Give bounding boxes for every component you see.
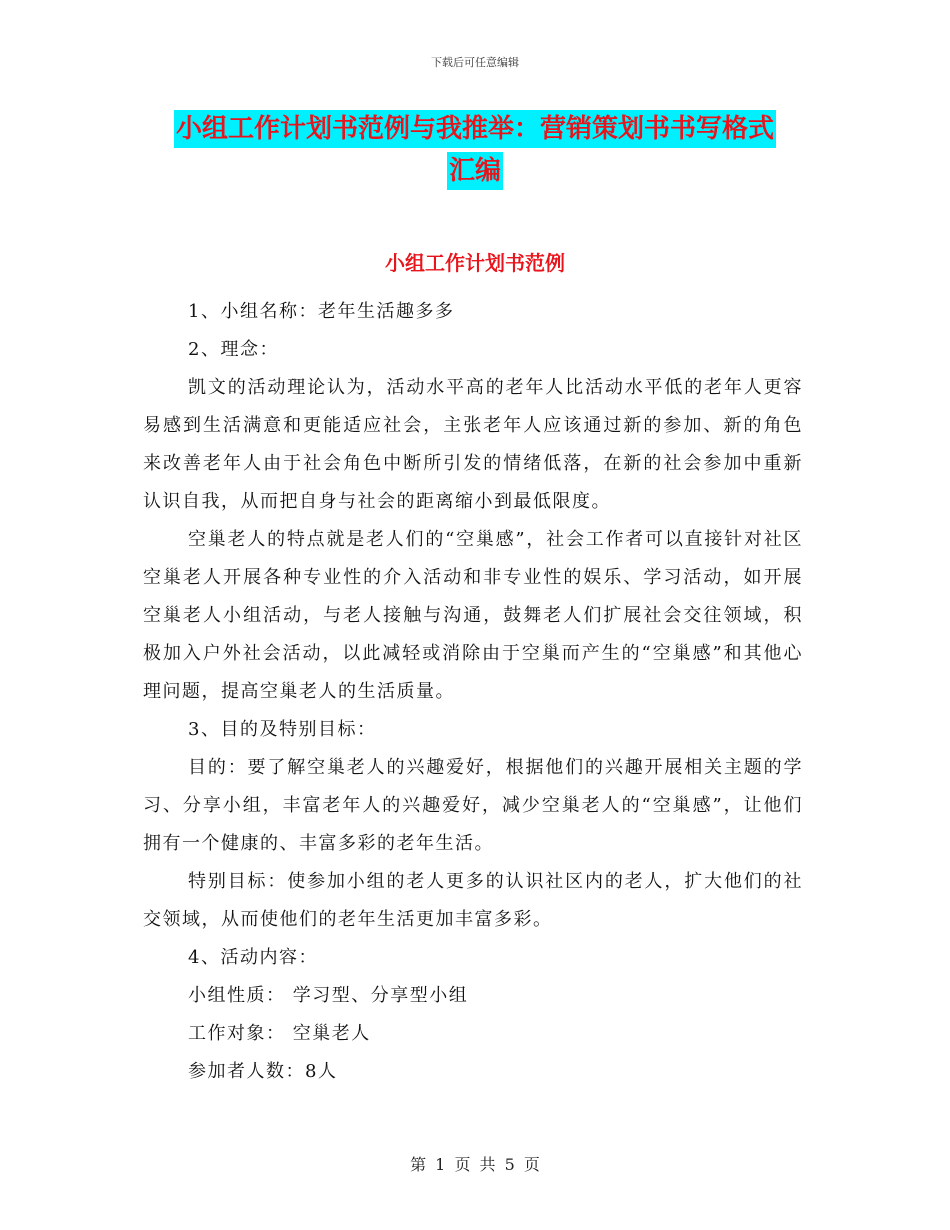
- paragraph: 工作对象： 空巢老人: [188, 1023, 371, 1044]
- paragraph: 空巢老人的特点就是老人们的“空巢感”，社会工作者可以直接针对社区空巢老人开展各种专业性的介入活动和非专业性的娱乐、学习活动，如开展空巢老人小组活动，与老人接触与沟通，鼓舞老人们扩展社会交往领域，积极加入户外社会活动，以此减轻或消除由于空巢而产生的“空巢感”和其他心理问题，提高空巢老人的生活质量。: [143, 529, 803, 702]
- title-line-2: 汇编: [447, 152, 503, 190]
- title-line-1: 小组工作计划书范例与我推举：营销策划书书写格式: [174, 110, 776, 148]
- paragraph: 目的：要了解空巢老人的兴趣爱好，根据他们的兴趣开展相关主题的学习、分享小组，丰富老年人的兴趣爱好，减少空巢老人的“空巢感”，让他们拥有一个健康的、丰富多彩的老年生活。: [143, 757, 803, 854]
- paragraph: 3、目的及特别目标：: [188, 719, 377, 740]
- paragraph: 特别目标：使参加小组的老人更多的认识社区内的老人，扩大他们的社交领域，从而使他们的老年生活更加丰富多彩。: [143, 871, 803, 930]
- paragraph: 小组性质： 学习型、分享型小组: [188, 985, 469, 1006]
- document-body: [143, 293, 803, 1091]
- paragraph: 1、小组名称：老年生活趣多多: [188, 301, 455, 322]
- paragraph: 凯文的活动理论认为，活动水平高的老年人比活动水平低的老年人更容易感到生活满意和更能适应社会，主张老年人应该通过新的参加、新的角色来改善老年人由于社会角色中断所引发的情绪低落，在新的社会参加中重新认识自我，从而把自身与社会的距离缩小到最低限度。: [143, 377, 803, 512]
- paragraph: 2、理念：: [188, 339, 279, 360]
- paragraph: 参加者人数：8人: [188, 1061, 338, 1082]
- header-note: 下载后可任意编辑: [431, 56, 519, 69]
- paragraph: 4、活动内容：: [188, 947, 318, 968]
- section-title: 小组工作计划书范例: [385, 251, 565, 275]
- document-title: [150, 110, 800, 190]
- page-footer: 第 1 页 共 5 页: [410, 1155, 540, 1174]
